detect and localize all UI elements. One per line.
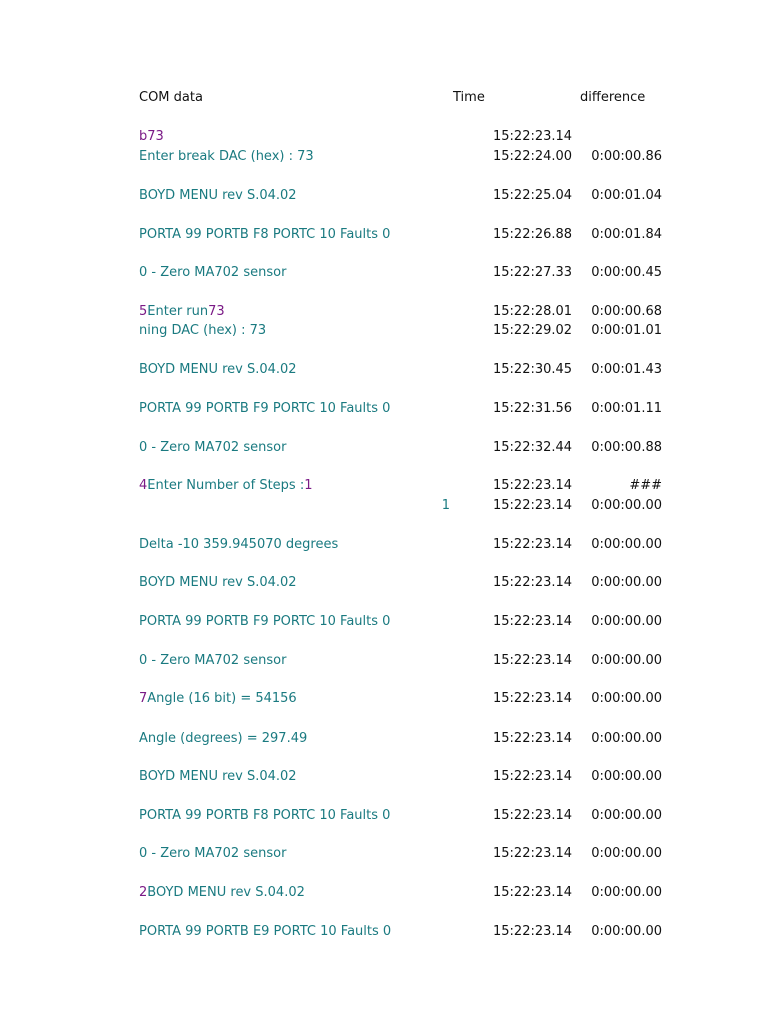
- difference-cell: 0:00:00.00: [591, 846, 662, 861]
- com-data-cell: [139, 147, 314, 166]
- time-cell: 15:22:31.56: [493, 401, 573, 416]
- com-output-text: BOYD MENU rev S.04.02: [139, 575, 297, 590]
- com-output-text: PORTA 99 PORTB F8 PORTC 10 Faults 0: [139, 227, 391, 242]
- difference-cell: 0:00:00.00: [591, 924, 662, 939]
- com-data-cell: [139, 360, 297, 379]
- difference-cell: 0:00:00.00: [591, 575, 662, 590]
- log-row: [0, 186, 768, 205]
- com-data-cell: [139, 689, 297, 708]
- com-output-text: 0 - Zero MA702 sensor: [139, 265, 287, 280]
- com-output-text: BOYD MENU rev S.04.02: [147, 885, 305, 900]
- com-data-cell: [139, 573, 297, 592]
- time-cell: 15:22:32.44: [493, 440, 573, 455]
- difference-cell: 0:00:01.43: [591, 362, 662, 377]
- com-data-cell: [139, 321, 266, 340]
- com-input-suffix: 73: [208, 304, 225, 319]
- com-data-cell: [139, 438, 286, 457]
- com-output-text: 0 - Zero MA702 sensor: [139, 653, 287, 668]
- com-data-cell: [139, 476, 313, 495]
- difference-cell: 0:00:00.68: [591, 304, 662, 319]
- time-cell: 15:22:23.14: [493, 769, 573, 784]
- log-row: [0, 883, 768, 902]
- difference-cell: 0:00:00.00: [591, 691, 662, 706]
- time-cell: 15:22:23.14: [493, 653, 573, 668]
- com-input-prefix: 4: [139, 478, 148, 493]
- com-output-text: Enter break DAC (hex) : 73: [139, 149, 314, 164]
- difference-cell: 0:00:01.04: [591, 188, 662, 203]
- log-row: [0, 689, 768, 708]
- log-row: [0, 438, 768, 457]
- com-echo-cell: 1: [441, 498, 450, 513]
- com-output-text: Delta -10 359.945070 degrees: [139, 537, 339, 552]
- time-cell: 15:22:23.14: [493, 691, 573, 706]
- difference-cell: ###: [629, 478, 662, 493]
- com-output-text: PORTA 99 PORTB F9 PORTC 10 Faults 0: [139, 401, 391, 416]
- com-data-cell: [139, 844, 286, 863]
- time-cell: 15:22:23.14: [493, 129, 573, 144]
- header-difference: difference: [580, 90, 646, 105]
- com-output-text: ning DAC (hex) : 73: [139, 323, 267, 338]
- time-cell: 15:22:30.45: [493, 362, 573, 377]
- com-output-text: Enter Number of Steps :: [147, 478, 305, 493]
- time-cell: 15:22:28.01: [493, 304, 573, 319]
- com-output-text: PORTA 99 PORTB F8 PORTC 10 Faults 0: [139, 808, 391, 823]
- com-input-prefix: 2: [139, 885, 148, 900]
- time-cell: 15:22:23.14: [493, 731, 573, 746]
- log-row: [0, 476, 768, 495]
- time-cell: 15:22:23.14: [493, 498, 573, 513]
- log-row: [0, 573, 768, 592]
- difference-cell: 0:00:00.00: [591, 769, 662, 784]
- difference-cell: 0:00:00.00: [591, 498, 662, 513]
- com-data-cell: [139, 922, 391, 941]
- com-output-text: PORTA 99 PORTB F9 PORTC 10 Faults 0: [139, 614, 391, 629]
- time-cell: 15:22:23.14: [493, 924, 573, 939]
- difference-cell: 0:00:00.00: [591, 653, 662, 668]
- difference-cell: 0:00:00.00: [591, 808, 662, 823]
- log-row: [0, 844, 768, 863]
- com-input-prefix: 5: [139, 304, 148, 319]
- com-data-cell: [139, 612, 390, 631]
- header-time: Time: [453, 90, 485, 105]
- time-cell: 15:22:29.02: [493, 323, 573, 338]
- log-row: [0, 321, 768, 340]
- com-data-cell: [139, 729, 307, 748]
- time-cell: 15:22:23.14: [493, 846, 573, 861]
- difference-cell: 0:00:01.84: [591, 227, 662, 242]
- difference-cell: 0:00:00.00: [591, 614, 662, 629]
- com-output-text: BOYD MENU rev S.04.02: [139, 362, 297, 377]
- log-row: [0, 535, 768, 554]
- difference-cell: 0:00:00.00: [591, 731, 662, 746]
- com-data-cell: [139, 127, 164, 146]
- log-row: [0, 806, 768, 825]
- time-cell: 15:22:27.33: [493, 265, 573, 280]
- log-row: [0, 767, 768, 786]
- com-output-text: Enter run: [147, 304, 209, 319]
- log-row: [0, 147, 768, 166]
- com-input-prefix: b73: [139, 129, 164, 144]
- log-row: [0, 302, 768, 321]
- time-cell: 15:22:24.00: [493, 149, 573, 164]
- com-data-cell: [139, 302, 225, 321]
- time-cell: 15:22:23.14: [493, 885, 573, 900]
- com-output-text: 0 - Zero MA702 sensor: [139, 846, 287, 861]
- com-data-cell: [139, 535, 338, 554]
- log-row: [0, 922, 768, 941]
- com-output-text: BOYD MENU rev S.04.02: [139, 188, 297, 203]
- difference-cell: 0:00:00.88: [591, 440, 662, 455]
- log-row: [0, 263, 768, 282]
- log-row: [0, 399, 768, 418]
- log-row: [0, 496, 768, 515]
- com-data-cell: [139, 399, 390, 418]
- com-input-prefix: 7: [139, 691, 148, 706]
- com-data-cell: [139, 767, 297, 786]
- com-data-cell: [139, 225, 390, 244]
- log-row: [0, 225, 768, 244]
- com-data-cell: [139, 806, 390, 825]
- difference-cell: 0:00:00.86: [591, 149, 662, 164]
- log-row: [0, 612, 768, 631]
- time-cell: 15:22:23.14: [493, 478, 573, 493]
- log-row: [0, 360, 768, 379]
- log-row: [0, 651, 768, 670]
- time-cell: 15:22:23.14: [493, 614, 573, 629]
- com-data-cell: [139, 651, 286, 670]
- com-data-cell: [139, 263, 286, 282]
- com-input-suffix: 1: [304, 478, 313, 493]
- log-row: [0, 729, 768, 748]
- com-data-cell: [139, 186, 297, 205]
- com-output-text: Angle (16 bit) = 54156: [147, 691, 297, 706]
- header-com-data: COM data: [139, 90, 203, 105]
- time-cell: 15:22:25.04: [493, 188, 573, 203]
- time-cell: 15:22:23.14: [493, 537, 573, 552]
- difference-cell: 0:00:00.45: [591, 265, 662, 280]
- time-cell: 15:22:23.14: [493, 575, 573, 590]
- difference-cell: 0:00:00.00: [591, 537, 662, 552]
- com-output-text: PORTA 99 PORTB E9 PORTC 10 Faults 0: [139, 924, 392, 939]
- difference-cell: 0:00:00.00: [591, 885, 662, 900]
- com-data-cell: [139, 883, 305, 902]
- com-output-text: BOYD MENU rev S.04.02: [139, 769, 297, 784]
- com-output-text: Angle (degrees) = 297.49: [139, 731, 308, 746]
- difference-cell: 0:00:01.11: [591, 401, 662, 416]
- time-cell: 15:22:23.14: [493, 808, 573, 823]
- difference-cell: 0:00:01.01: [591, 323, 662, 338]
- com-output-text: 0 - Zero MA702 sensor: [139, 440, 287, 455]
- log-row: [0, 127, 768, 146]
- time-cell: 15:22:26.88: [493, 227, 573, 242]
